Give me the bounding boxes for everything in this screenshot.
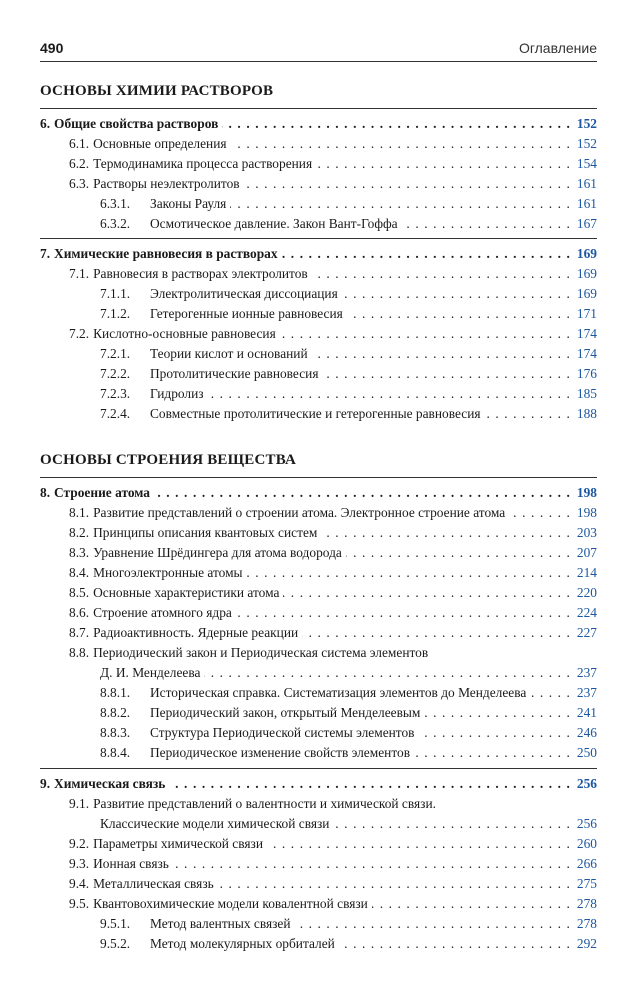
toc-title: Основные определения [93, 136, 227, 151]
running-header [40, 40, 597, 60]
toc-num: 8.4. [69, 565, 90, 580]
toc-num: 7.1.2. [100, 306, 131, 321]
leader-dots [419, 725, 572, 741]
leader-dots [372, 896, 571, 912]
toc-subsection[interactable] [40, 193, 597, 212]
toc-section[interactable] [40, 642, 597, 661]
leader-dots [283, 585, 571, 601]
running-header-title: Оглавление [518, 40, 597, 56]
toc-section[interactable] [40, 622, 597, 641]
toc-subsection[interactable] [40, 303, 597, 322]
toc-num: 7. [40, 246, 51, 261]
part-title: ОСНОВЫ СТРОЕНИЯ ВЕЩЕСТВА [40, 452, 297, 468]
toc-title: Кислотно-основные равновесия [93, 326, 276, 341]
toc-title: Основные характеристики атома [93, 585, 280, 600]
leader-dots [267, 836, 571, 852]
toc-num: 8.5. [69, 585, 90, 600]
page-number: 490 [40, 40, 64, 56]
leader-dots [321, 525, 571, 541]
toc-subsection[interactable] [40, 913, 597, 932]
toc-title: Растворы неэлектролитов [93, 176, 240, 191]
toc-section[interactable] [40, 793, 597, 812]
leader-dots [485, 406, 571, 422]
toc-page-link[interactable]: 260 [576, 836, 597, 851]
toc-page-link[interactable]: 241 [576, 705, 597, 720]
toc-page-link[interactable]: 203 [576, 525, 597, 540]
toc-page-link[interactable]: 169 [576, 246, 597, 261]
toc-section[interactable] [40, 522, 597, 541]
toc-page-link[interactable]: 278 [576, 896, 597, 911]
toc-title: Совместные протолитические и гетерогенные равновесия [150, 406, 481, 421]
toc-section-continuation[interactable] [40, 813, 597, 832]
toc-section[interactable] [40, 133, 597, 152]
leader-dots [282, 246, 571, 262]
part-rule [40, 477, 597, 478]
toc-section[interactable] [40, 853, 597, 872]
toc-section[interactable] [40, 502, 597, 521]
toc-subsection[interactable] [40, 682, 597, 701]
toc-title: Периодический закон, открытый Менделеевым [150, 705, 421, 720]
toc-num: 8.3. [69, 545, 90, 560]
leader-dots [424, 705, 571, 721]
toc-num: 8.6. [69, 605, 90, 620]
toc-page-link[interactable]: 152 [576, 136, 597, 151]
chapter-rule [40, 768, 597, 769]
leader-dots [236, 605, 571, 621]
toc-page-link[interactable]: 198 [576, 485, 597, 500]
toc-title: Гидролиз [150, 386, 204, 401]
toc-page-link[interactable]: 266 [576, 856, 597, 871]
toc-num: 6.2. [69, 156, 90, 171]
toc-num: 8.1. [69, 505, 90, 520]
leader-dots [333, 816, 571, 832]
toc-num: 9.5. [69, 896, 90, 911]
toc-num: 6.3.1. [100, 196, 131, 211]
leader-dots [509, 505, 571, 521]
toc-title: Развитие представлений о валентности и химической связи. [93, 796, 436, 811]
toc-section-continuation[interactable] [40, 662, 597, 681]
toc-title: Строение атома [54, 485, 151, 500]
leader-dots [530, 685, 571, 701]
toc-section[interactable] [40, 602, 597, 621]
toc-title: Параметры химической связи [93, 836, 264, 851]
toc-page-link[interactable]: 174 [576, 346, 597, 361]
toc-title: Химические равновесия в растворах [54, 246, 278, 261]
toc-title: Протолитические равновесия [150, 366, 319, 381]
toc-page-link[interactable]: 237 [576, 665, 597, 680]
toc-title: Электролитическая диссоциация [150, 286, 338, 301]
toc-page-link[interactable]: 169 [576, 266, 597, 281]
toc-page-link[interactable]: 161 [576, 176, 597, 191]
toc-num: 8. [40, 485, 51, 500]
toc-subsection[interactable] [40, 702, 597, 721]
leader-dots [316, 156, 571, 172]
toc-num: 9. [40, 776, 51, 791]
toc-num: 7.2. [69, 326, 90, 341]
toc-page-link[interactable]: 256 [576, 776, 597, 791]
toc-page-link[interactable]: 256 [576, 816, 597, 831]
leader-dots [312, 266, 571, 282]
toc-title: Периодический закон и Периодическая система элементов [93, 645, 429, 660]
leader-dots [346, 545, 571, 561]
toc-subsection[interactable] [40, 383, 597, 402]
toc-section[interactable] [40, 173, 597, 192]
leader-dots [347, 306, 571, 322]
leader-dots [218, 876, 571, 892]
toc-title: Металлическая связь [93, 876, 214, 891]
toc-num: 8.8. [69, 645, 90, 660]
toc-section[interactable] [40, 562, 597, 581]
toc-page-link[interactable]: 154 [576, 156, 597, 171]
leader-dots [208, 386, 571, 402]
leader-dots [204, 665, 571, 681]
toc-subsection[interactable] [40, 363, 597, 382]
toc-title: Равновесия в растворах электролитов [93, 266, 308, 281]
toc-page-link[interactable]: 188 [576, 406, 597, 421]
toc-num: 9.1. [69, 796, 90, 811]
toc-num: 6.1. [69, 136, 90, 151]
toc-title: Квантовохимические модели ковалентной связи [93, 896, 368, 911]
leader-dots [244, 176, 571, 192]
toc-num: 6.3.2. [100, 216, 131, 231]
leader-dots [280, 326, 571, 342]
toc-page-link[interactable]: 220 [576, 585, 597, 600]
toc-page-link[interactable]: 152 [576, 116, 597, 131]
toc-title: Д. И. Менделеева [100, 665, 201, 680]
toc-title: Химическая связь [54, 776, 166, 791]
toc-page-link[interactable]: 167 [576, 216, 597, 231]
toc-page-link[interactable]: 275 [576, 876, 597, 891]
toc-title: Принципы описания квантовых систем [93, 525, 318, 540]
toc-page-link[interactable]: 171 [576, 306, 597, 321]
toc-num: 7.1.1. [100, 286, 131, 301]
toc-section[interactable] [40, 263, 597, 282]
toc-title: Общие свойства растворов [54, 116, 219, 131]
toc-num: 7.2.4. [100, 406, 131, 421]
leader-dots [173, 856, 571, 872]
toc-num: 9.4. [69, 876, 90, 891]
toc-page-link[interactable]: 161 [576, 196, 597, 211]
toc-title: Метод молекулярных орбиталей [150, 936, 335, 951]
toc-subsection[interactable] [40, 403, 597, 422]
toc-num: 6.3. [69, 176, 90, 191]
toc-page-link[interactable]: 227 [576, 625, 597, 640]
leader-dots [169, 776, 571, 792]
leader-dots [247, 565, 571, 581]
toc-num: 7.2.1. [100, 346, 131, 361]
toc-page-link[interactable]: 207 [576, 545, 597, 560]
leader-dots [154, 485, 571, 501]
toc-title: Классические модели химической связи [100, 816, 330, 831]
leader-dots [302, 625, 571, 641]
toc-num: 7.2.3. [100, 386, 131, 401]
leader-dots [342, 286, 571, 302]
toc-page-link[interactable]: 278 [576, 916, 597, 931]
toc-title: Ионная связь [93, 856, 169, 871]
toc-title: Развитие представлений о строении атома. Электронное строение атома [93, 505, 506, 520]
toc-num: 8.7. [69, 625, 90, 640]
toc-title: Термодинамика процесса растворения [93, 156, 313, 171]
part-rule [40, 108, 597, 109]
toc-num: 8.8.2. [100, 705, 131, 720]
toc-title: Историческая справка. Систематизация элементов до Менделеева [150, 685, 527, 700]
leader-dots [230, 196, 571, 212]
toc-page-link[interactable]: 198 [576, 505, 597, 520]
leader-dots [222, 116, 571, 132]
toc-subsection[interactable] [40, 933, 597, 952]
leader-dots [312, 346, 571, 362]
toc-section[interactable] [40, 833, 597, 852]
toc-section[interactable] [40, 153, 597, 172]
toc-chapter[interactable] [40, 482, 597, 501]
toc-title: Уравнение Шрёдингера для атома водорода [93, 545, 342, 560]
toc-page-link[interactable]: 292 [576, 936, 597, 951]
toc-subsection[interactable] [40, 742, 597, 761]
toc-subsection[interactable] [40, 213, 597, 232]
toc-subsection[interactable] [40, 343, 597, 362]
toc-num: 7.2.2. [100, 366, 131, 381]
toc-title: Осмотическое давление. Закон Вант-Гоффа [150, 216, 398, 231]
toc-chapter[interactable] [40, 773, 597, 792]
part-title: ОСНОВЫ ХИМИИ РАСТВОРОВ [40, 83, 274, 99]
toc-section[interactable] [40, 873, 597, 892]
leader-dots [402, 216, 571, 232]
leader-dots [231, 136, 571, 152]
toc-num: 9.2. [69, 836, 90, 851]
toc-section[interactable] [40, 582, 597, 601]
toc-page-link[interactable]: 246 [576, 725, 597, 740]
toc-title: Метод валентных связей [150, 916, 291, 931]
toc-title: Радиоактивность. Ядерные реакции [93, 625, 299, 640]
toc-section[interactable] [40, 323, 597, 342]
toc-num: 9.5.2. [100, 936, 131, 951]
toc-num: 6. [40, 116, 51, 131]
toc-title: Многоэлектронные атомы [93, 565, 243, 580]
toc-section[interactable] [40, 893, 597, 912]
chapter-rule [40, 238, 597, 239]
toc-num: 8.8.1. [100, 685, 131, 700]
toc-title: Периодическое изменение свойств элементов [150, 745, 411, 760]
toc-num: 9.3. [69, 856, 90, 871]
toc-num: 8.2. [69, 525, 90, 540]
toc-page-link[interactable]: 176 [576, 366, 597, 381]
toc-subsection[interactable] [40, 283, 597, 302]
header-rule [40, 61, 597, 62]
leader-dots [339, 936, 571, 952]
toc-num: 7.1. [69, 266, 90, 281]
toc-chapter[interactable] [40, 113, 597, 132]
toc-num: 8.8.4. [100, 745, 131, 760]
toc-page-link[interactable]: 169 [576, 286, 597, 301]
toc-title: Законы Рауля [150, 196, 227, 211]
toc-num: 8.8.3. [100, 725, 131, 740]
toc-chapter[interactable] [40, 243, 597, 262]
leader-dots [322, 366, 571, 382]
toc-page-link[interactable]: 237 [576, 685, 597, 700]
toc-section[interactable] [40, 542, 597, 561]
toc-page-link[interactable]: 224 [576, 605, 597, 620]
toc-title: Гетерогенные ионные равновесия [150, 306, 343, 321]
toc-page-link[interactable]: 174 [576, 326, 597, 341]
toc-title: Строение атомного ядра [93, 605, 232, 620]
toc-title: Теории кислот и оснований [150, 346, 308, 361]
toc-subsection[interactable] [40, 722, 597, 741]
toc-title: Структура Периодической системы элементов [150, 725, 415, 740]
toc-page-link[interactable]: 214 [576, 565, 597, 580]
toc-num: 9.5.1. [100, 916, 131, 931]
leader-dots [295, 916, 571, 932]
toc-page-link[interactable]: 250 [576, 745, 597, 760]
leader-dots [414, 745, 571, 761]
toc-page-link[interactable]: 185 [576, 386, 597, 401]
